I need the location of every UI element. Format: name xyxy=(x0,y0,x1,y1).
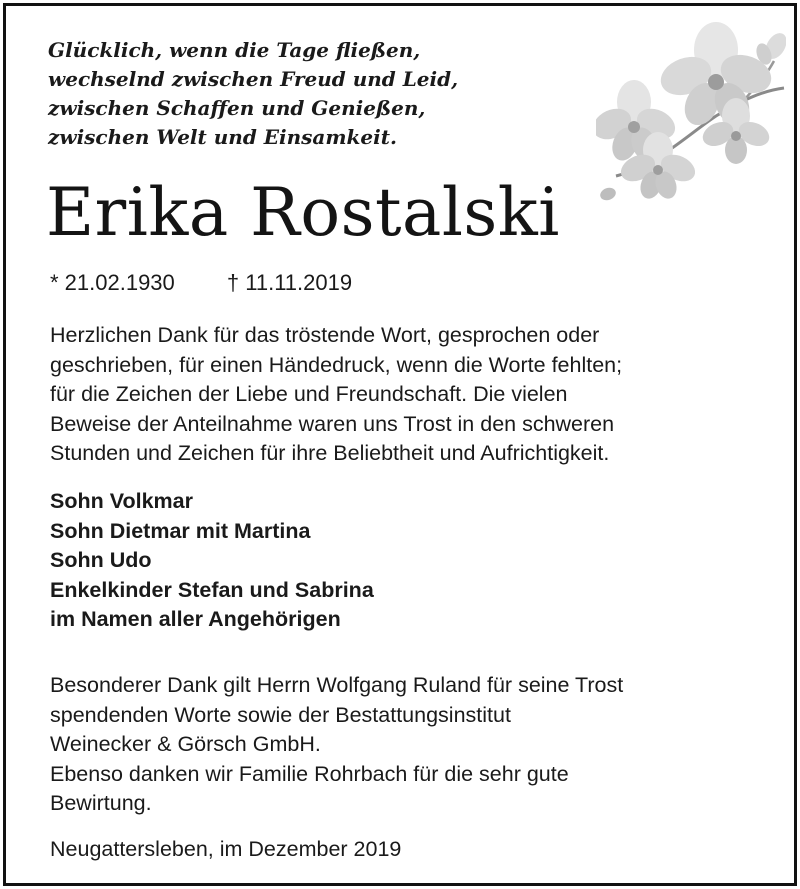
poem-line: zwischen Schaffen und Genießen, xyxy=(48,96,426,120)
special-thanks-line: Weinecker & Görsch GmbH. xyxy=(50,732,321,756)
special-thanks-line: Ebenso danken wir Familie Rohrbach für die sehr gute xyxy=(50,761,569,786)
special-thanks-line: spendenden Worte sowie der Bestattungsinstitut xyxy=(50,702,511,727)
thanks-line: Herzlichen Dank für das tröstende Wort, gesprochen oder xyxy=(50,323,600,347)
poem-line: wechselnd zwischen Freud und Leid, xyxy=(48,67,459,91)
death-date: † 11.11.2019 xyxy=(226,270,353,295)
thanks-line: für die Zeichen der Liebe und Freundschaft. Die vielen xyxy=(50,382,568,406)
obituary-card xyxy=(3,3,797,886)
family-member: Sohn Dietmar mit Martina xyxy=(50,518,311,543)
birth-date: * 21.02.1930 xyxy=(50,270,175,295)
thanks-line: geschrieben, für einen Händedruck, wenn die Worte fehlten; xyxy=(50,352,623,377)
family-member: Enkelkinder Stefan und Sabrina xyxy=(50,577,374,602)
special-thanks-line: Besonderer Dank gilt Herrn Wolfgang Ruland für seine Trost xyxy=(50,673,624,697)
family-member: im Namen aller Angehörigen xyxy=(50,607,341,631)
family-member: Sohn Volkmar xyxy=(50,489,193,513)
special-thanks-line: Bewirtung. xyxy=(50,791,152,815)
poem xyxy=(48,36,458,152)
family-signatures xyxy=(50,487,374,635)
orchid-flower-icon xyxy=(596,16,786,206)
special-thanks-paragraph xyxy=(50,671,623,819)
deceased-name: Erika Rostalski xyxy=(46,174,560,251)
family-member: Sohn Udo xyxy=(50,548,152,572)
thanks-paragraph xyxy=(50,321,622,469)
life-dates xyxy=(50,268,352,298)
thanks-line: Stunden und Zeichen für ihre Beliebtheit und Aufrichtigkeit. xyxy=(50,441,610,465)
poem-line: zwischen Welt und Einsamkeit. xyxy=(48,125,397,149)
poem-line: Glücklich, wenn die Tage fließen, xyxy=(48,38,421,62)
thanks-line: Beweise der Anteilnahme waren uns Trost in den schweren xyxy=(50,411,615,436)
place-and-date: Neugattersleben, im Dezember 2019 xyxy=(50,837,402,861)
